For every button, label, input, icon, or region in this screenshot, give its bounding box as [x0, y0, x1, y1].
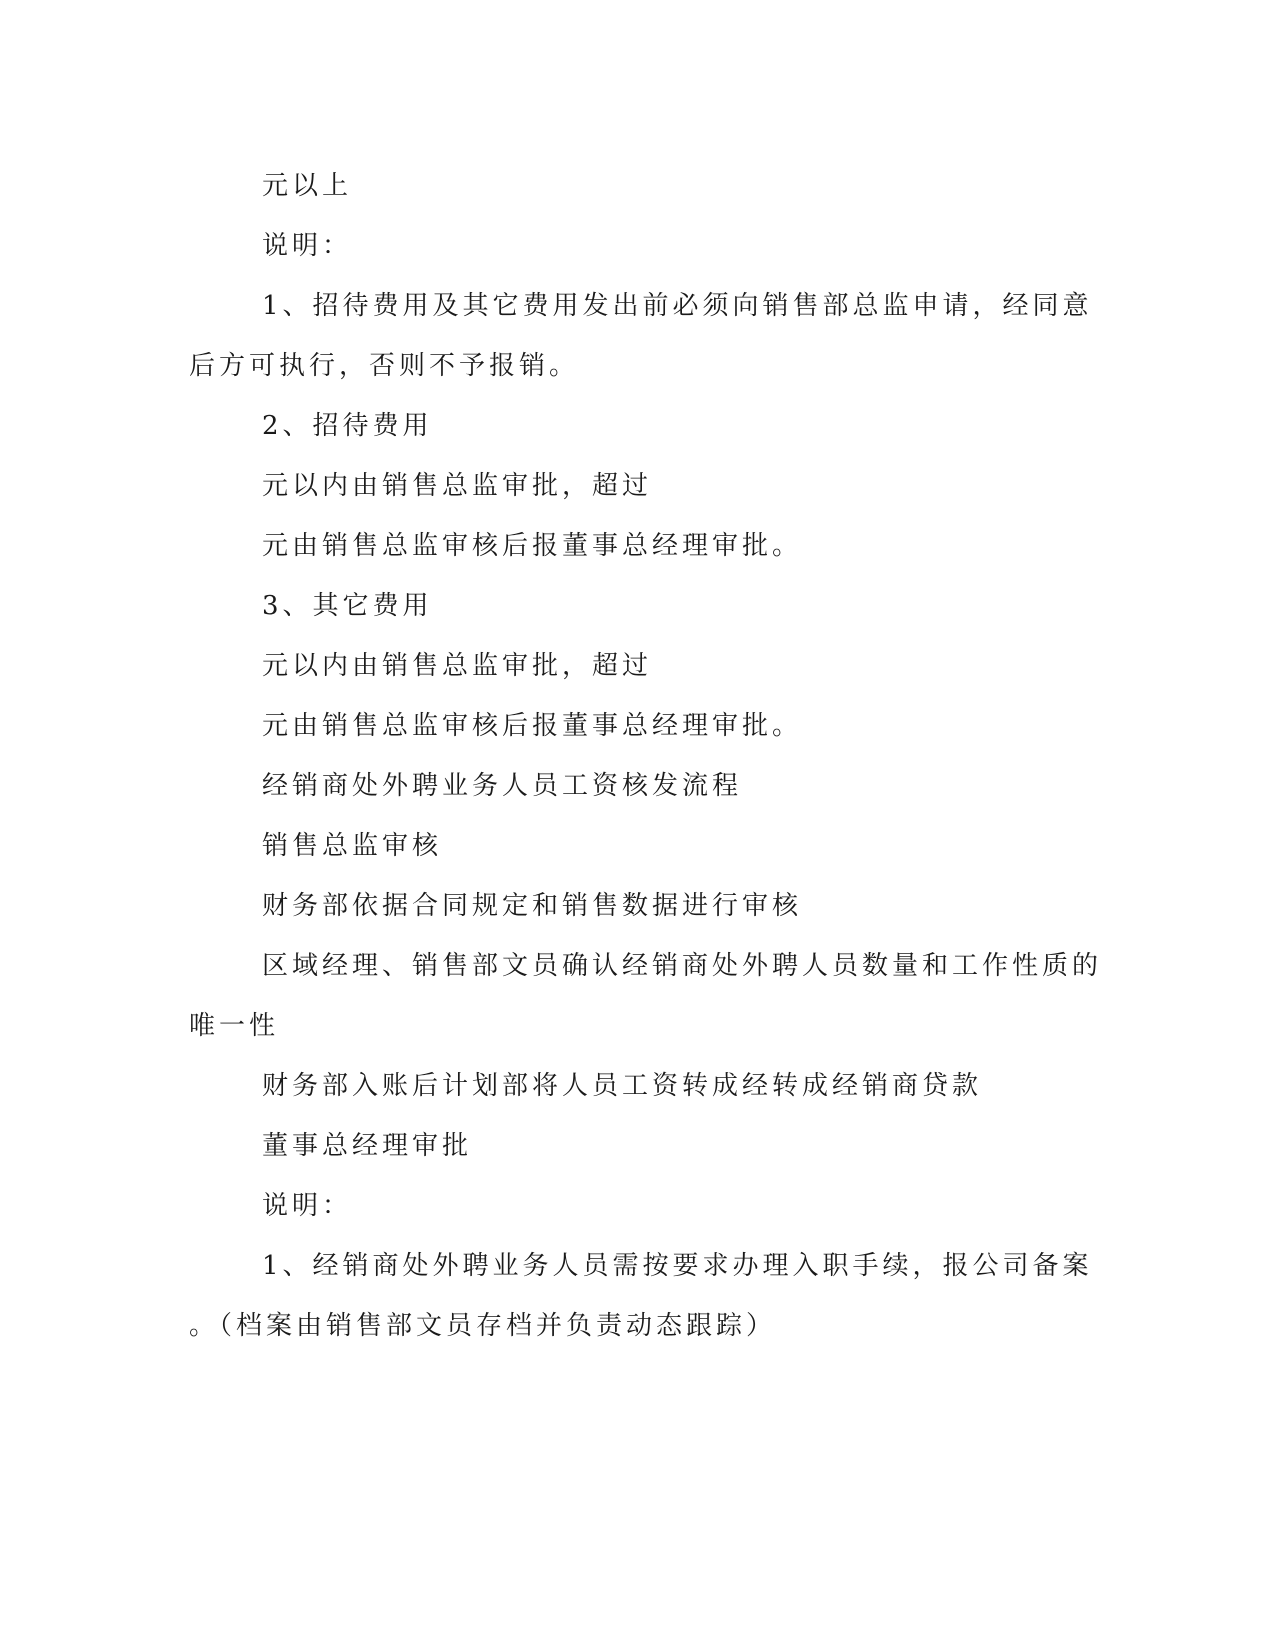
text-line: 财务部入账后计划部将人员工资转成经转成经销商贷款	[262, 1071, 983, 1101]
text-line: 说明：	[262, 1191, 353, 1221]
text-line: 元由销售总监审核后报董事总经理审批。	[262, 531, 803, 561]
text-line: 元以内由销售总监审批，超过	[262, 471, 653, 501]
text-line: 1、经销商处外聘业务人员需按要求办理入职手续，报公司备案	[262, 1251, 1093, 1281]
text-line: 说明：	[262, 231, 353, 261]
text-line: 销售总监审核	[262, 831, 443, 861]
text-line: 财务部依据合同规定和销售数据进行审核	[262, 891, 803, 921]
text-line: 。（档案由销售部文员存档并负责动态跟踪）	[189, 1311, 777, 1341]
text-line: 元以上	[262, 171, 353, 201]
text-line: 3、其它费用	[262, 591, 433, 621]
text-line: 区域经理、销售部文员确认经销商处外聘人员数量和工作性质的	[262, 951, 1103, 981]
text-line: 2、招待费用	[262, 411, 433, 441]
text-line: 元由销售总监审核后报董事总经理审批。	[262, 711, 803, 741]
text-line: 后方可执行，否则不予报销。	[189, 351, 580, 381]
text-line: 元以内由销售总监审批，超过	[262, 651, 653, 681]
text-line: 经销商处外聘业务人员工资核发流程	[262, 771, 743, 801]
text-line: 董事总经理审批	[262, 1131, 473, 1161]
text-line: 1、招待费用及其它费用发出前必须向销售部总监申请，经同意	[262, 291, 1093, 321]
text-line: 唯一性	[189, 1011, 280, 1041]
